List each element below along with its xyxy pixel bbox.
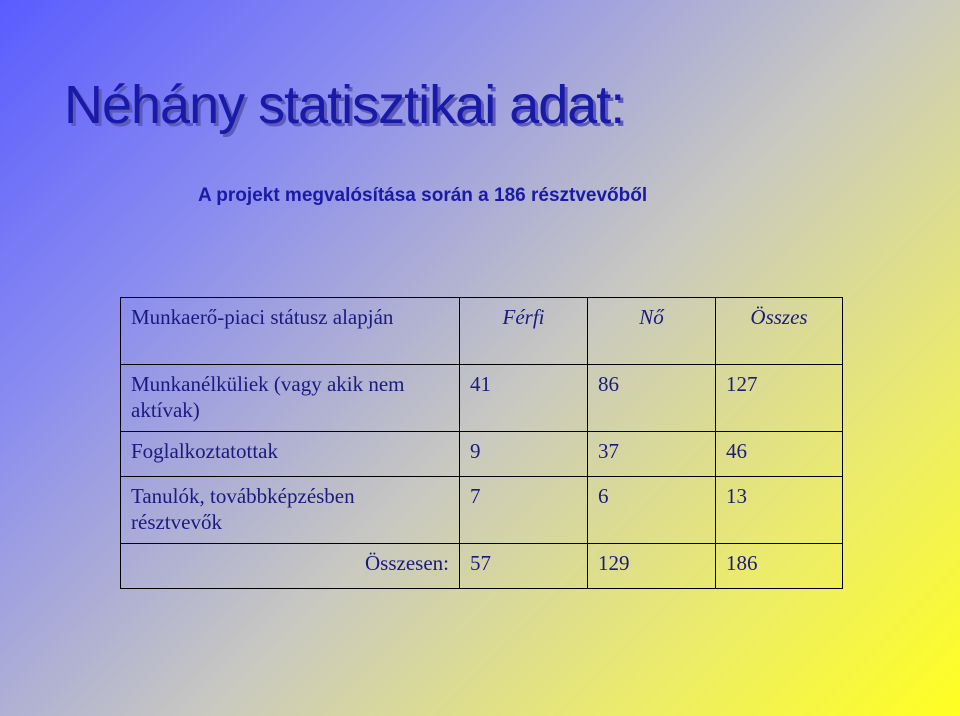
cell-male: 41: [460, 365, 588, 432]
statistics-table: [120, 297, 843, 589]
header-female: Nő: [588, 298, 716, 365]
cell-total: 127: [716, 365, 843, 432]
slide-subtitle: A projekt megvalósítása során a 186 résztvevőből: [198, 185, 648, 206]
cell-total: 46: [716, 432, 843, 477]
cell-total: 13: [716, 477, 843, 544]
cell-male: 9: [460, 432, 588, 477]
total-label: Összesen:: [121, 544, 460, 589]
header-male: Férfi: [460, 298, 588, 365]
header-total: Összes: [716, 298, 843, 365]
table-row: [121, 477, 843, 544]
total-male: 57: [460, 544, 588, 589]
row-label: Munkanélküliek (vagy akik nem aktívak): [121, 365, 460, 432]
cell-female: 86: [588, 365, 716, 432]
table-header-row: [121, 298, 843, 365]
row-label: Tanulók, továbbképzésben résztvevők: [121, 477, 460, 544]
total-all: 186: [716, 544, 843, 589]
table-row: [121, 365, 843, 432]
table-total-row: [121, 544, 843, 589]
cell-female: 6: [588, 477, 716, 544]
row-label: Foglalkoztatottak: [121, 432, 460, 477]
cell-male: 7: [460, 477, 588, 544]
table-row: [121, 432, 843, 477]
header-status: Munkaerő-piaci státusz alapján: [121, 298, 460, 365]
slide-title: Néhány statisztikai adat:: [64, 75, 625, 135]
cell-female: 37: [588, 432, 716, 477]
total-female: 129: [588, 544, 716, 589]
